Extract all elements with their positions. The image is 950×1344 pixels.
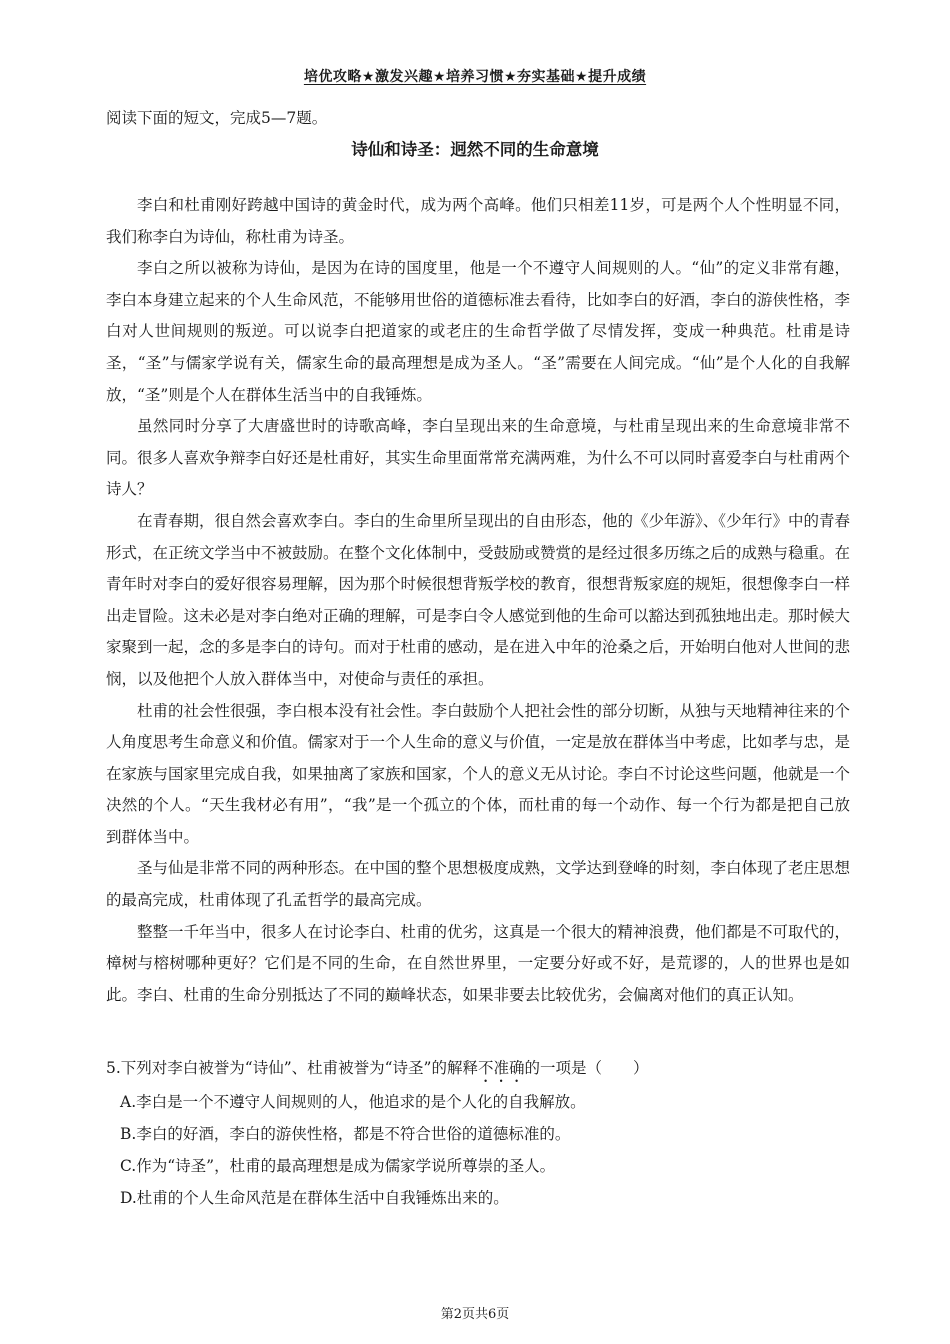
page-footer <box>0 1303 950 1322</box>
article-paragraph: 整整一千年当中，很多人在讨论李白、杜甫的优劣，这真是一个很大的精神浪费，他们都是不可取代的，樟树与榕树哪种更好？它们是不同的生命，在自然世界里，一定要分好或不好，是荒谬的，人的世界也是如此。李白、杜甫的生命分别抵达了不同的巅峰状态，如果非要去比较优劣，会偏离对他们的真正认知。 <box>106 922 851 1004</box>
header-banner: 培优攻略★激发兴趣★培养习惯★夯实基础★提升成绩 <box>303 69 647 85</box>
question-stem-after: 的一项是（ ） <box>524 1059 649 1077</box>
question-stem-emphasis: 不准确 <box>478 1059 525 1077</box>
option-d: D.杜甫的个人生命风范是在群体生活中自我锤炼出来的。 <box>120 1189 509 1207</box>
article-paragraph: 圣与仙是非常不同的两种形态。在中国的整个思想极度成熟，文学达到登峰的时刻，李白体现了老庄思想的最高完成，杜甫体现了孔孟哲学的最高完成。 <box>106 859 851 910</box>
page-indicator: 第2页共6页 <box>440 1307 510 1322</box>
page-header <box>0 66 950 86</box>
article-paragraph: 李白之所以被称为诗仙，是因为在诗的国度里，他是一个不遵守人间规则的人。“仙”的定义非常有趣，李白本身建立起来的个人生命风范，不能够用世俗的道德标准去看待，比如李白的好酒，李白的游侠性格，李白对人世间规则的叛逆。可以说李白把道家的或老庄的生命哲学做了尽情发挥，变成一种典范。杜甫是诗圣，“圣”与儒家学说有关，儒家生命的最高理想是成为圣人。“圣”需要在人间完成。“仙”是个人化的自我解放，“圣”则是个人在群体生活当中的自我锤炼。 <box>106 259 851 404</box>
option-c: C.作为“诗圣”，杜甫的最高理想是成为儒家学说所尊崇的圣人。 <box>120 1157 556 1175</box>
option-a: A.李白是一个不遵守人间规则的人，他追求的是个人化的自我解放。 <box>120 1093 586 1111</box>
article-paragraph: 虽然同时分享了大唐盛世时的诗歌高峰，李白呈现出来的生命意境，与杜甫呈现出来的生命意境非常不同。很多人喜欢争辩李白好还是杜甫好，其实生命里面常常充满两难，为什么不可以同时喜爱李白与杜甫两个诗人？ <box>106 417 851 499</box>
question-5 <box>106 1052 850 1214</box>
article-paragraph: 李白和杜甫刚好跨越中国诗的黄金时代，成为两个高峰。他们只相差11岁，可是两个人个性明显不同，我们称李白为诗仙，称杜甫为诗圣。 <box>106 196 850 246</box>
reading-instruction: 阅读下面的短文，完成5—7题。 <box>106 109 328 127</box>
article-paragraph: 杜甫的社会性很强，李白根本没有社会性。李白鼓励个人把社会性的部分切断，从独与天地精神往来的个人角度思考生命意义和价值。儒家对于一个人生命的意义与价值，一定是放在群体当中考虑，比如孝与忠，是在家族与国家里完成自我，如果抽离了家族和国家，个人的意义无从讨论。李白不讨论这些问题，他就是一个决然的个人。“天生我材必有用”，“我”是一个孤立的个体，而杜甫的每一个动作、每一个行为都是把自己放到群体当中。 <box>106 701 851 846</box>
question-stem-before: 5.下列对李白被誉为“诗仙”、杜甫被誉为“诗圣”的解释 <box>106 1059 478 1077</box>
article-body <box>106 190 850 1011</box>
option-b: B.李白的好酒，李白的游侠性格，都是不符合世俗的道德标准的。 <box>120 1125 571 1143</box>
question-stem <box>106 1052 850 1086</box>
article-paragraph: 在青春期，很自然会喜欢李白。李白的生命里所呈现出的自由形态，他的《少年游》、《少年行》中的青春形式，在正统文学当中不被鼓励。在整个文化体制中，受鼓励或赞赏的是经过很多历练之后的成熟与稳重。在青年时对李白的爱好很容易理解，因为那个时候很想背叛学校的教育，很想背叛家庭的规矩，很想像李白一样出走冒险。这未必是对李白绝对正确的理解，可是李白令人感觉到他的生命可以豁达到孤独地出走。那时候大家聚到一起，念的多是李白的诗句。而对于杜甫的感动，是在进入中年的沧桑之后，开始明白他对人世间的悲悯，以及他把个人放入群体当中，对使命与责任的承担。 <box>106 511 851 688</box>
article-title: 诗仙和诗圣：迥然不同的生命意境 <box>351 140 599 159</box>
